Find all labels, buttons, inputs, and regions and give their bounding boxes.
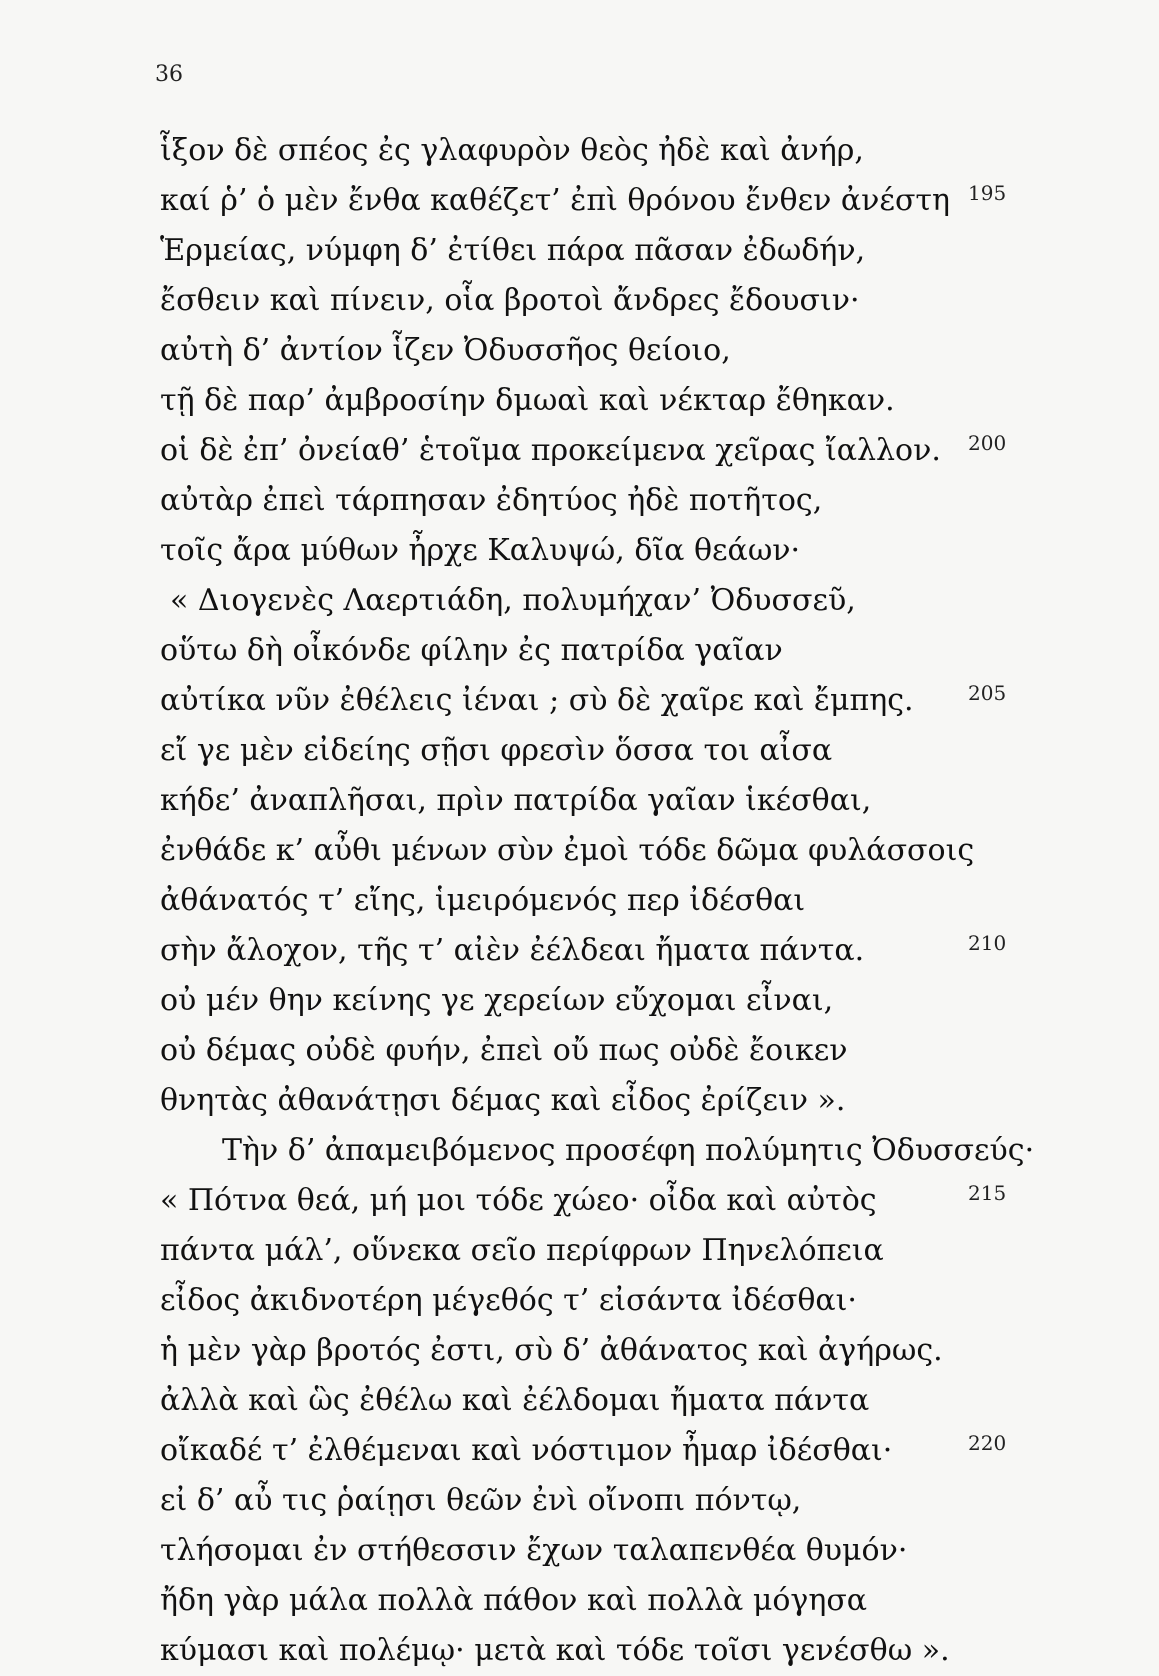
- verse-text: Τὴν δ’ ἀπαμειβόμενος προσέφη πολύμητις Ὀδυσσεύς·: [222, 1133, 1035, 1168]
- verse-text: ἡ μὲν γὰρ βροτός ἐστι, σὺ δ’ ἀθάνατος καὶ ἀγήρως.: [160, 1333, 943, 1368]
- verse-text: κήδε’ ἀναπλῆσαι, πρὶν πατρίδα γαῖαν ἱκέσθαι,: [160, 783, 872, 818]
- verse-text: εἴ γε μὲν εἰδείης σῇσι φρεσὶν ὅσσα τοι αἶσα: [160, 733, 833, 768]
- verse-text: πάντα μάλ’, οὕνεκα σεῖο περίφρων Πηνελόπεια: [160, 1233, 884, 1268]
- verse-line: [0, 676, 1159, 726]
- verse-line: [0, 1576, 1159, 1626]
- verse-text: ἷξον δὲ σπέος ἐς γλαφυρὸν θεὸς ἠδὲ καὶ ἀνήρ,: [160, 133, 864, 168]
- verse-line: [0, 1626, 1159, 1676]
- verse-line: [0, 976, 1159, 1026]
- line-number: 210: [968, 931, 1007, 955]
- verse-line: [0, 1526, 1159, 1576]
- verse-text: ἔσθειν καὶ πίνειν, οἷα βροτοὶ ἄνδρες ἔδουσιν·: [160, 283, 860, 318]
- verse-line: [0, 1076, 1159, 1126]
- verse-text: αὐτίκα νῦν ἐθέλεις ἰέναι ; σὺ δὲ χαῖρε καὶ ἔμπης.: [160, 683, 914, 718]
- verse-text: σὴν ἄλοχον, τῆς τ’ αἰὲν ἐέλδεαι ἤματα πάντα.: [160, 933, 865, 968]
- verse-line: [0, 176, 1159, 226]
- line-number: 215: [968, 1181, 1007, 1205]
- page-number: 36: [155, 62, 183, 87]
- verse-text: τῇ δὲ παρ’ ἀμβροσίην δμωαὶ καὶ νέκταρ ἔθηκαν.: [160, 383, 895, 418]
- verse-text: ἀλλὰ καὶ ὣς ἐθέλω καὶ ἐέλδομαι ἤματα πάντα: [160, 1383, 870, 1418]
- verse-line: [0, 1476, 1159, 1526]
- verse-line: [0, 776, 1159, 826]
- verse-line: [0, 426, 1159, 476]
- verse-line: [0, 826, 1159, 876]
- verse-line: [0, 1176, 1159, 1226]
- verse-block: [0, 126, 1159, 1676]
- verse-text: εἰ δ’ αὖ τις ῥαίῃσι θεῶν ἐνὶ οἴνοπι πόντῳ,: [160, 1483, 802, 1518]
- verse-text: οἱ δὲ ἐπ’ ὀνείαθ’ ἑτοῖμα προκείμενα χεῖρας ἴαλλον.: [160, 433, 941, 468]
- verse-line: [0, 226, 1159, 276]
- verse-line: [0, 1326, 1159, 1376]
- verse-text: οἴκαδέ τ’ ἐλθέμεναι καὶ νόστιμον ἦμαρ ἰδέσθαι·: [160, 1433, 893, 1468]
- verse-line: [0, 476, 1159, 526]
- verse-text: οὐ δέμας οὐδὲ φυήν, ἐπεὶ οὔ πως οὐδὲ ἔοικεν: [160, 1033, 848, 1068]
- verse-text: ἐνθάδε κ’ αὖθι μένων σὺν ἐμοὶ τόδε δῶμα φυλάσσοις: [160, 833, 975, 868]
- verse-text: αὐτὰρ ἐπεὶ τάρπησαν ἐδητύος ἠδὲ ποτῆτος,: [160, 483, 823, 518]
- verse-text: ἤδη γὰρ μάλα πολλὰ πάθον καὶ πολλὰ μόγησα: [160, 1583, 868, 1618]
- verse-text: τλήσομαι ἐν στήθεσσιν ἔχων ταλαπενθέα θυμόν·: [160, 1533, 908, 1568]
- verse-text: εἶδος ἀκιδνοτέρη μέγεθός τ’ εἰσάντα ἰδέσθαι·: [160, 1283, 857, 1318]
- line-number: 220: [968, 1431, 1007, 1455]
- verse-line: [0, 1026, 1159, 1076]
- line-number: 205: [968, 681, 1007, 705]
- verse-text: θνητὰς ἀθανάτῃσι δέμας καὶ εἶδος ἐρίζειν ».: [160, 1083, 846, 1118]
- verse-text: κύμασι καὶ πολέμῳ· μετὰ καὶ τόδε τοῖσι γενέσθω ».: [160, 1633, 950, 1668]
- verse-text: οὕτω δὴ οἶκόνδε φίλην ἐς πατρίδα γαῖαν: [160, 633, 783, 668]
- verse-line: [0, 926, 1159, 976]
- verse-line: [0, 576, 1159, 626]
- verse-line: [0, 1226, 1159, 1276]
- verse-line: [0, 1426, 1159, 1476]
- verse-text: « Πότνα θεά, μή μοι τόδε χώεο· οἶδα καὶ αὐτὸς: [160, 1183, 877, 1218]
- verse-text: τοῖς ἄρα μύθων ἦρχε Καλυψώ, δῖα θεάων·: [160, 533, 801, 568]
- verse-line: [0, 276, 1159, 326]
- verse-line: [0, 1276, 1159, 1326]
- verse-text: αὐτὴ δ’ ἀντίον ἷζεν Ὀδυσσῆος θείοιο,: [160, 333, 731, 368]
- verse-line: [0, 526, 1159, 576]
- verse-text: « Διογενὲς Λαερτιάδη, πολυμήχαν’ Ὀδυσσεῦ,: [170, 583, 856, 618]
- verse-line: [0, 326, 1159, 376]
- verse-text: ἀθάνατός τ’ εἴης, ἱμειρόμενός περ ἰδέσθαι: [160, 883, 806, 918]
- verse-text: καί ῥ’ ὁ μὲν ἔνθα καθέζετ’ ἐπὶ θρόνου ἔνθεν ἀνέστη: [160, 183, 951, 218]
- verse-text: οὐ μέν θην κείνης γε χερείων εὔχομαι εἶναι,: [160, 983, 834, 1018]
- line-number: 200: [968, 431, 1007, 455]
- line-number: 195: [968, 181, 1007, 205]
- verse-text: Ἑρμείας, νύμφη δ’ ἐτίθει πάρα πᾶσαν ἐδωδήν,: [160, 233, 866, 268]
- verse-line: [0, 726, 1159, 776]
